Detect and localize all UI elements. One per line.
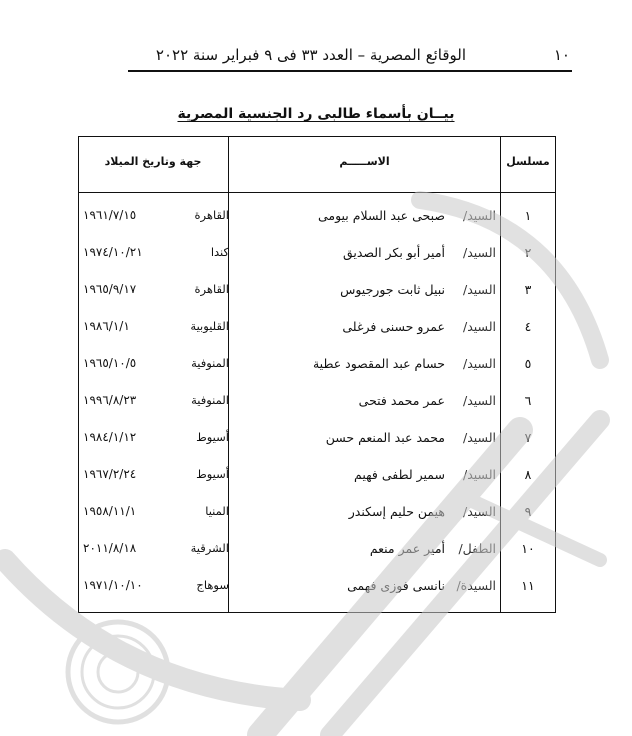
table-row bbox=[79, 382, 555, 419]
names-table bbox=[78, 136, 556, 613]
name-cell: هيمن حليم إسكندر bbox=[348, 504, 445, 519]
birthplace-cell: أسيوط bbox=[196, 467, 229, 481]
birthplace-cell: سوهاج bbox=[196, 578, 229, 592]
honorific-cell: السيد/ bbox=[463, 245, 496, 260]
gazette-title: الوقائع المصرية – العدد ٣٣ فى ٩ فبراير سنة ٢٠٢٢ bbox=[155, 46, 466, 64]
name-cell: نانسى فوزى فهمى bbox=[347, 578, 445, 593]
honorific-cell: السيد/ bbox=[463, 282, 496, 297]
name-cell: صبحى عبد السلام بيومى bbox=[317, 208, 445, 223]
honorific-cell: السيد/ bbox=[463, 467, 496, 482]
serial-cell: ٢ bbox=[524, 245, 532, 260]
birthdate-cell: ١٩٦٥/١٠/٥ bbox=[83, 356, 137, 370]
birthdate-cell: ١٩٧١/١٠/١٠ bbox=[83, 578, 143, 592]
name-cell: سمير لطفى فهيم bbox=[354, 467, 445, 482]
honorific-cell: السيدة/ bbox=[456, 578, 496, 593]
serial-cell: ٤ bbox=[524, 319, 532, 334]
birthplace-cell: القليوبية bbox=[190, 319, 229, 333]
table-row bbox=[79, 419, 555, 456]
column-header-serial: مسلسل bbox=[506, 155, 550, 168]
serial-cell: ٥ bbox=[524, 356, 532, 371]
birthdate-cell: ١٩٨٦/١/١ bbox=[83, 319, 130, 333]
serial-cell: ٦ bbox=[524, 393, 532, 408]
serial-cell: ١ bbox=[524, 208, 532, 223]
serial-cell: ٧ bbox=[524, 430, 532, 445]
birthdate-cell: ١٩٦١/٧/١٥ bbox=[83, 208, 137, 222]
table-row bbox=[79, 567, 555, 604]
name-cell: عمرو حسنى فرغلى bbox=[342, 319, 445, 334]
serial-cell: ٨ bbox=[524, 467, 532, 482]
birthdate-cell: ٢٠١١/٨/١٨ bbox=[83, 541, 137, 555]
birthdate-cell: ١٩٦٧/٢/٢٤ bbox=[83, 467, 137, 481]
honorific-cell: السيد/ bbox=[463, 504, 496, 519]
name-cell: محمد عبد المنعم حسن bbox=[325, 430, 445, 445]
birthplace-cell: الشرقية bbox=[190, 541, 229, 555]
honorific-cell: السيد/ bbox=[463, 430, 496, 445]
serial-cell: ١٠ bbox=[521, 541, 535, 556]
page-header bbox=[130, 44, 570, 66]
header-rule bbox=[128, 70, 572, 72]
table-row bbox=[79, 197, 555, 234]
serial-cell: ١١ bbox=[521, 578, 535, 593]
name-cell: نبيل ثابت جورجيوس bbox=[340, 282, 445, 297]
birthplace-cell: القاهرة bbox=[194, 208, 229, 222]
birthplace-cell: أسيوط bbox=[196, 430, 229, 444]
column-header-name: الاســـــم bbox=[339, 155, 390, 168]
column-header-birth: جهة وتاريخ الميلاد bbox=[104, 155, 202, 168]
honorific-cell: السيد/ bbox=[463, 393, 496, 408]
birthdate-cell: ١٩٧٤/١٠/٢١ bbox=[83, 245, 143, 259]
birthdate-cell: ١٩٥٨/١١/١ bbox=[83, 504, 137, 518]
table-title: بيــان بأسماء طالبى رد الجنسية المصرية bbox=[177, 106, 455, 122]
table-row bbox=[79, 271, 555, 308]
honorific-cell: السيد/ bbox=[463, 356, 496, 371]
header-divider bbox=[79, 192, 555, 193]
table-row bbox=[79, 234, 555, 271]
name-cell: عمر محمد فتحى bbox=[358, 393, 445, 408]
table-row bbox=[79, 530, 555, 567]
table-row bbox=[79, 456, 555, 493]
name-cell: أمير عمر منعم bbox=[369, 541, 445, 556]
birthplace-cell: المنوفية bbox=[191, 356, 229, 370]
birthplace-cell: المنيا bbox=[205, 504, 229, 518]
birthdate-cell: ١٩٨٤/١/١٢ bbox=[83, 430, 137, 444]
serial-cell: ٣ bbox=[524, 282, 532, 297]
table-row bbox=[79, 345, 555, 382]
serial-cell: ٩ bbox=[524, 504, 532, 519]
honorific-cell: السيد/ bbox=[463, 319, 496, 334]
birthdate-cell: ١٩٦٥/٩/١٧ bbox=[83, 282, 137, 296]
table-row bbox=[79, 308, 555, 345]
honorific-cell: السيد/ bbox=[463, 208, 496, 223]
birthplace-cell: كندا bbox=[210, 245, 229, 259]
birthplace-cell: القاهرة bbox=[194, 282, 229, 296]
birthplace-cell: المنوفية bbox=[191, 393, 229, 407]
page-number: ١٠ bbox=[553, 46, 570, 64]
name-cell: أمير أبو بكر الصديق bbox=[342, 245, 445, 260]
honorific-cell: الطفل/ bbox=[458, 541, 496, 556]
name-cell: حسام عبد المقصود عطية bbox=[312, 356, 445, 371]
birthdate-cell: ١٩٩٦/٨/٢٣ bbox=[83, 393, 137, 407]
table-row bbox=[79, 493, 555, 530]
